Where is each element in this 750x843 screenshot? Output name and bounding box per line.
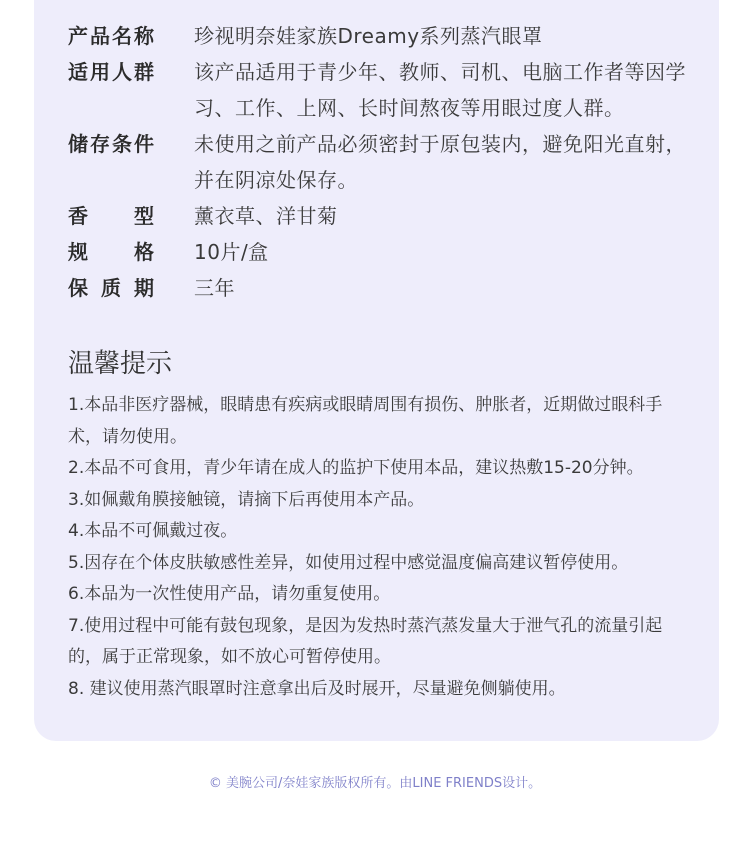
spec-label: 保质期 xyxy=(68,276,154,300)
spec-row-storage xyxy=(68,126,698,198)
spec-label: 规格 xyxy=(68,240,154,264)
spec-value: 未使用之前产品必须密封于原包装内，避免阳光直射，并在阴凉处保存。 xyxy=(194,132,686,192)
tip-item: 6.本品为一次性使用产品，请勿重复使用。 xyxy=(68,584,391,604)
tip-item: 7.使用过程中可能有鼓包现象，是因为发热时蒸汽蒸发量大于泄气孔的流量引起的，属于正常现象，如不放心可暂停使用。 xyxy=(68,615,663,667)
tip-item: 3.如佩戴角膜接触镜，请摘下后再使用本产品。 xyxy=(68,489,425,510)
tips-title: 温馨提示 xyxy=(68,349,173,379)
tip-item: 1.本品非医疗器械，眼睛患有疾病或眼睛周围有损伤、肿胀者，近期做过眼科手术，请勿使用。 xyxy=(68,395,663,447)
copyright-footer: © 美腕公司/奈娃家族版权所有。由LINE FRIENDS设计。 xyxy=(208,776,542,791)
spec-row-scent xyxy=(68,198,698,234)
spec-label: 产品名称 xyxy=(68,24,154,48)
tip-item: 2.本品不可食用，青少年请在成人的监护下使用本品，建议热敷15-20分钟。 xyxy=(68,458,644,478)
spec-value: 薰衣草、洋甘菊 xyxy=(194,204,338,228)
spec-row-size xyxy=(68,234,698,270)
tip-item: 5.因存在个体皮肤敏感性差异，如使用过程中感觉温度偏高建议暂停使用。 xyxy=(68,552,629,573)
tip-item: 4.本品不可佩戴过夜。 xyxy=(68,521,238,541)
spec-label: 香型 xyxy=(68,204,154,228)
tips-list xyxy=(68,390,686,705)
spec-list xyxy=(68,18,698,306)
spec-row-target-users xyxy=(68,54,698,126)
spec-value: 珍视明奈娃家族Dreamy系列蒸汽眼罩 xyxy=(194,24,543,48)
spec-row-shelf-life xyxy=(68,270,698,306)
product-info-card xyxy=(34,0,719,741)
spec-value: 三年 xyxy=(194,276,235,300)
spec-row-product-name xyxy=(68,18,698,54)
spec-value: 该产品适用于青少年、教师、司机、电脑工作者等因学习、工作、上网、长时间熬夜等用眼过度人群。 xyxy=(194,60,686,120)
spec-label: 储存条件 xyxy=(68,132,154,156)
spec-value: 10片/盒 xyxy=(194,240,269,264)
tip-item: 8. 建议使用蒸汽眼罩时注意拿出后及时展开，尽量避免侧躺使用。 xyxy=(68,678,566,699)
spec-label: 适用人群 xyxy=(68,60,154,84)
